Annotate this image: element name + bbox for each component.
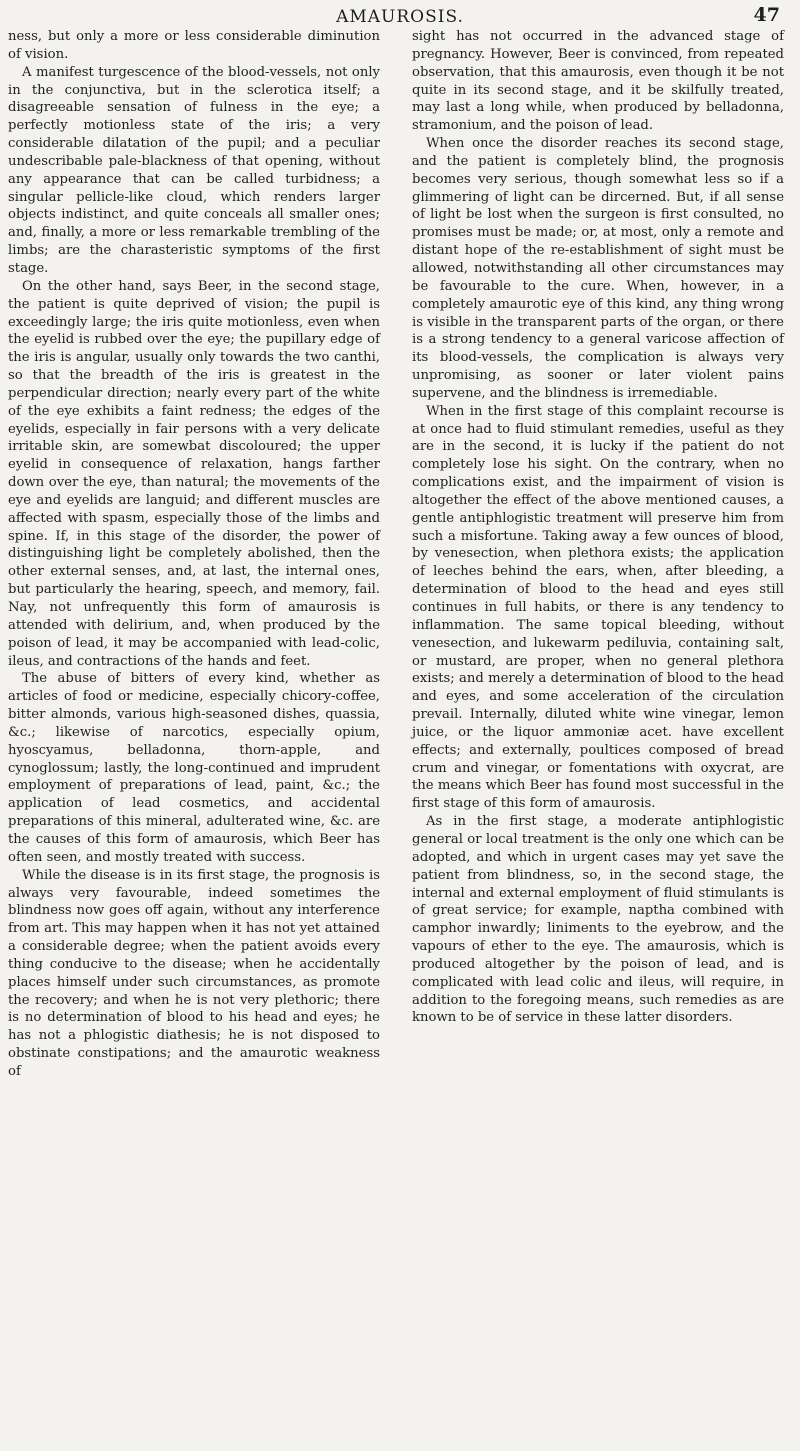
page-number: 47 <box>753 4 780 26</box>
paragraph: As in the first stage, a moderate antiphlogistic general or local treatment is the only one which can be adopted, and which in urgent cases may yet save the patient from blindness, so, in the second stage, the internal and external employment of fluid stimulants is of great service; for example, naptha combined with camphor inwardly; liniments to the eyebrow, and the vapours of ether to the eye. The amaurosis, which is produced altogether by the poison of lead, and is complicated with lead colic and ileus, will require, in addition to the foregoing means, such remedies as are known to be of service in these latter disorders. <box>412 814 784 1026</box>
paragraph: While the disease is in its first stage, the prognosis is always very favourable, indeed sometimes the blindness now goes off again, without any interference from art. This may happen when it has not yet attained a considerable degree; when the patient avoids every thing conducive to the disease; when he accidentally places himself under such circumstances, as promote the recovery; and when he is not very plethoric; there is no determination of blood to his head and eyes; he has not a phlogistic diathesis; he is not disposed to obstinate constipations; and the amaurotic weakness of <box>8 867 380 1079</box>
paragraph: On the other hand, says Beer, in the second stage, the patient is quite deprived of vision; the pupil is exceedingly large; the iris quite motionless, even when the eyelid is rubbed over the eye; the pupillary edge of the iris is angular, usually only towards the two canthi, so that the breadth of the iris is greatest in the perpendicular direction; nearly every part of the white of the eye exhibits a faint redness; the edges of the eyelids, especially in fair persons with a very delicate irritable skin, are somewbat discoloured; the upper eyelid in consequence of relaxation, hangs farther down over the eye, than natural; the movements of the eye and eyelids are languid; and different muscles are affected with spasm, especially those of the limbs and spine. If, in this stage of the disorder, the power of distinguishing light be completely abolished, then the other external senses, and, at last, the internal ones, but particularly the hearing, speech, and memory, fail. Nay, not unfrequently this form of amaurosis is attended with delirium, and, when produced by the poison of lead, it may be accompanied with lead-colic, ileus, and contractions of the hands and feet. <box>8 278 380 669</box>
paragraph: When in the first stage of this complaint recourse is at once had to fluid stimulant remedies, useful as they are in the second, it is lucky if the patient do not completely lose his sight. On the contrary, when no complications exist, and the impairment of vision is altogether the effect of the above mentioned causes, a gentle antiphlogistic treatment will preserve him from such a misfortune. Taking away a few ounces of blood, by venesection, when plethora exists; the application of leeches behind the ears, when, after bleeding, a determination of blood to the head and eyes still continues in full habits, or there is any tendency to inflammation. The same topical bleeding, without venesection, and lukewarm pediluvia, containing salt, or mustard, are proper, when no general plethora exists; and merely a determination of blood to the head and eyes, and some acceleration of the circulation prevail. Internally, diluted white wine vinegar, lemon juice, or the liquor ammoniæ acet. have excellent effects; and externally, poultices composed of bread crum and vinegar, or fomentations with oxycrat, are the means which Beer has found most successful in the first stage of this form of amaurosis. <box>412 403 784 812</box>
paragraph: sight has not occurred in the advanced stage of pregnancy. However, Beer is convinced, from repeated observation, that this amaurosis, even though it be not quite in its second stage, and it be skilfully treated, may last a long while, when produced by belladonna, stramonium, and the poison of lead. <box>412 29 784 134</box>
paragraph: The abuse of bitters of every kind, whether as articles of food or medicine, especially chicory-coffee, bitter almonds, various high-seasoned dishes, quassia, &c.; likewise of narcotics, especially opium, hyoscyamus, belladonna, thorn-apple, and cynoglossum; lastly, the long-continued and imprudent employment of preparations of lead, paint, &c.; the application of lead cosmetics, and accidental preparations of this mineral, adulterated wine, &c. are the causes of this form of amaurosis, which Beer has often seen, and mostly treated with success. <box>8 671 380 865</box>
faded-print-area <box>0 1378 390 1451</box>
paragraph: ness, but only a more or less considerable diminution of vision. <box>8 29 380 62</box>
right-column <box>412 28 784 1027</box>
left-column <box>8 28 380 1081</box>
paragraph: When once the disorder reaches its second stage, and the patient is completely blind, the prognosis becomes very serious, though somewhat less so if a glimmering of light can be dircerned. But, if all sense of light be lost when the surgeon is first consulted, no promises must be made; or, at most, only a remote and distant hope of the re-establishment of sight must be allowed, notwithstanding all other circumstances may be favourable to the cure. When, however, in a completely amaurotic eye of this kind, any thing wrong is visible in the transparent parts of the organ, or there is a strong tendency to a general varicose affection of its blood-vessels, the complication is always very unpromising, as sooner or later violent pains supervene, and the blindness is irremediable. <box>412 136 784 401</box>
running-title: AMAUROSIS. <box>336 7 464 27</box>
running-head <box>0 4 800 30</box>
paragraph: A manifest turgescence of the blood-vessels, not only in the conjunctiva, but in the sclerotica itself; a disagreeable sensation of fulness in the eye; a perfectly motionless state of the iris; a very considerable dilatation of the pupil; and a peculiar undescribable pale-blackness of that opening, without any appearance that can be called turbidness; a singular pellicle-like cloud, which renders larger objects indistinct, and quite conceals all smaller ones; and, finally, a more or less remarkable trembling of the limbs; are the charasteristic symptoms of the first stage. <box>8 64 380 276</box>
